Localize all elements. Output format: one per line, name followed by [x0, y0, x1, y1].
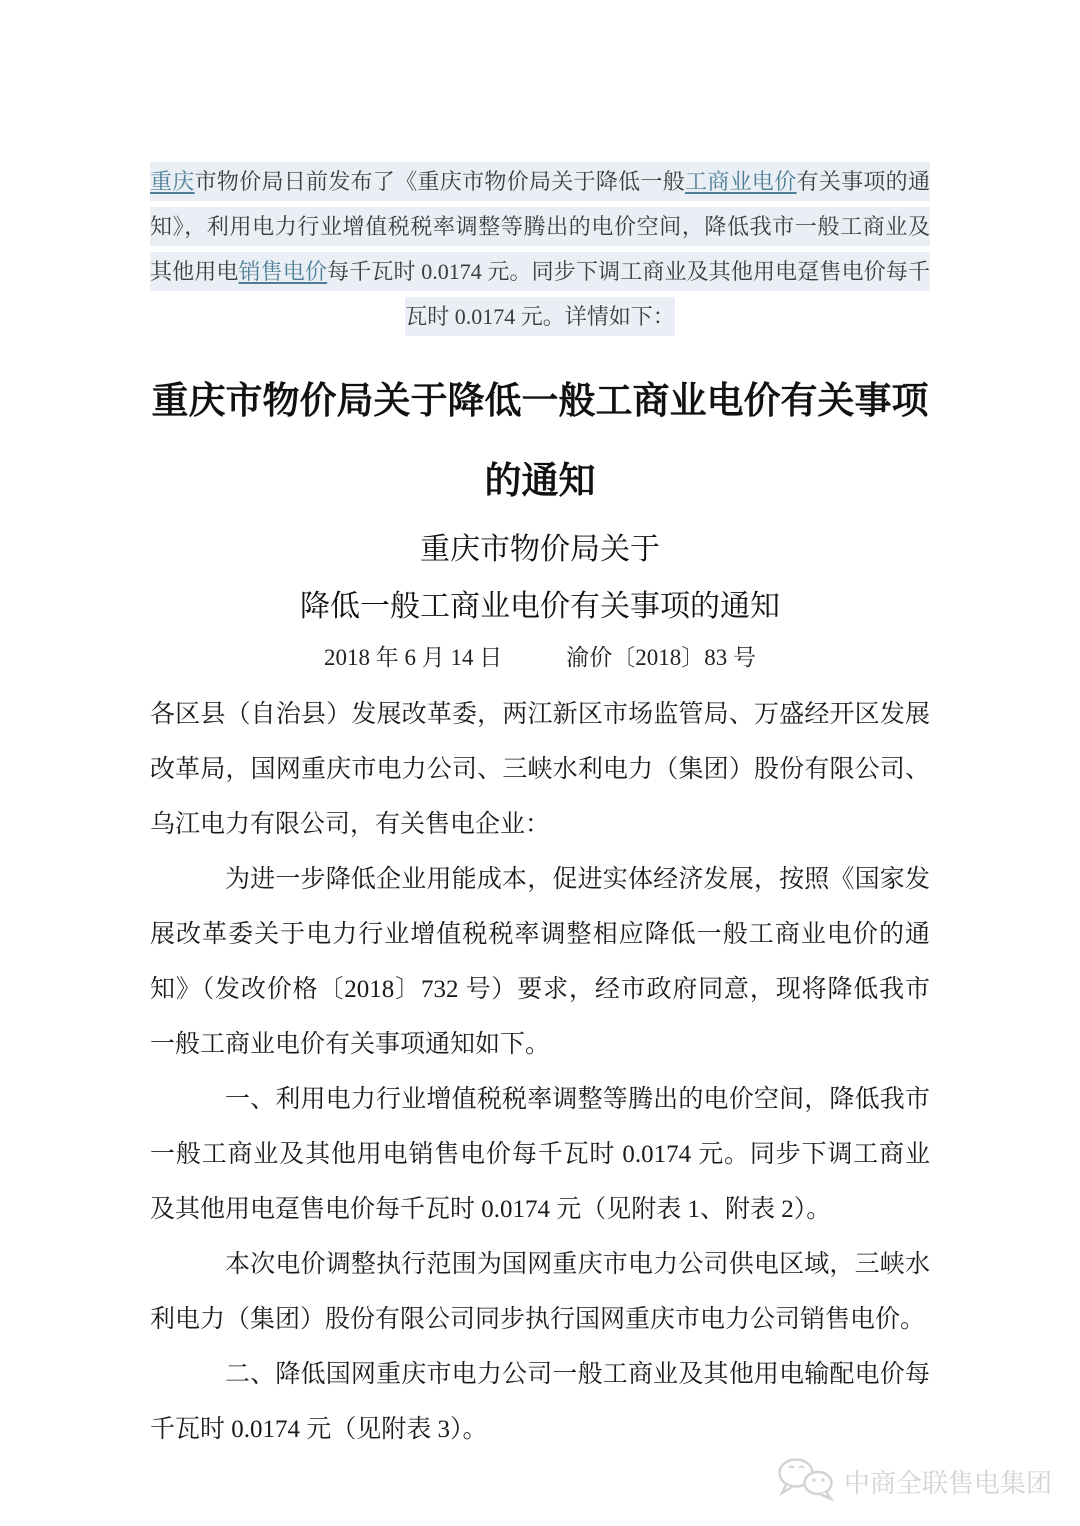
intro-text: 市物价局日前发布了《重庆市物价局关于降低一般: [194, 169, 686, 194]
body-paragraph: 为进一步降低企业用能成本，促进实体经济发展，按照《国家发展改革委关于电力行业增值税税率调整相应降低一般工商业电价的通知》（发改价格〔2018〕732 号）要求，经市政府同意，现将降低我市一般工商业电价有关事项通知如下。: [150, 866, 930, 1058]
intro-text: 有关事项的通知》，利用电力行业增值税税率调整等腾出的电价空间，降低我市一般工商业及其他用电: [150, 169, 930, 284]
issue-date: 2018 年 6 月 14 日: [324, 645, 503, 670]
watermark-label: 中商全联售电集团: [843, 1467, 1052, 1498]
watermark: [774, 1455, 1052, 1507]
document-content: [150, 22, 930, 1457]
body-paragraph: 一、利用电力行业增值税税率调整等腾出的电价空间，降低我市一般工商业及其他用电销售电价每千瓦时 0.0174 元。同步下调工商业及其他用电趸售电价每千瓦时 0.0174 元（见附表 1、附表 2）。: [150, 1086, 930, 1223]
subtitle-line-1: 重庆市物价局关于: [420, 533, 660, 566]
body-text: [150, 687, 930, 1457]
title-line-1: 重庆市物价局关于降低一般工商业电价有关事项: [151, 380, 929, 421]
body-paragraph: 二、降低国网重庆市电力公司一般工商业及其他用电输配电价每千瓦时 0.0174 元（见附表 3）。: [150, 1361, 930, 1443]
title-line-2: 的通知: [484, 460, 596, 501]
body-paragraph: 各区县（自治县）发展改革委，两江新区市场监管局、万盛经开区发展改革局，国网重庆市电力公司、三峡水利电力（集团）股份有限公司、乌江电力有限公司，有关售电企业：: [150, 701, 930, 838]
document-subtitle: [150, 521, 930, 635]
body-paragraph: 本次电价调整执行范围为国网重庆市电力公司供电区域，三峡水利电力（集团）股份有限公司同步执行国网重庆市电力公司销售电价。: [150, 1251, 930, 1333]
chongqing-link[interactable]: 重庆: [150, 169, 195, 194]
intro-text: 每千瓦时 0.0174 元。同步下调工商业及其他用电趸售电价每千瓦时 0.0174 元。详情如下：: [327, 259, 930, 329]
document-meta: [150, 643, 930, 673]
intro-highlight: [150, 162, 930, 336]
subtitle-line-2: 降低一般工商业电价有关事项的通知: [300, 590, 780, 623]
sales-price-link[interactable]: 销售电价: [238, 259, 328, 284]
intro-paragraph: [150, 22, 930, 339]
industrial-commercial-price-link[interactable]: 工商业电价: [685, 169, 797, 194]
document-title: [150, 361, 930, 521]
document-number: 渝价〔2018〕83 号: [566, 645, 756, 670]
wechat-icon: [774, 1455, 838, 1507]
